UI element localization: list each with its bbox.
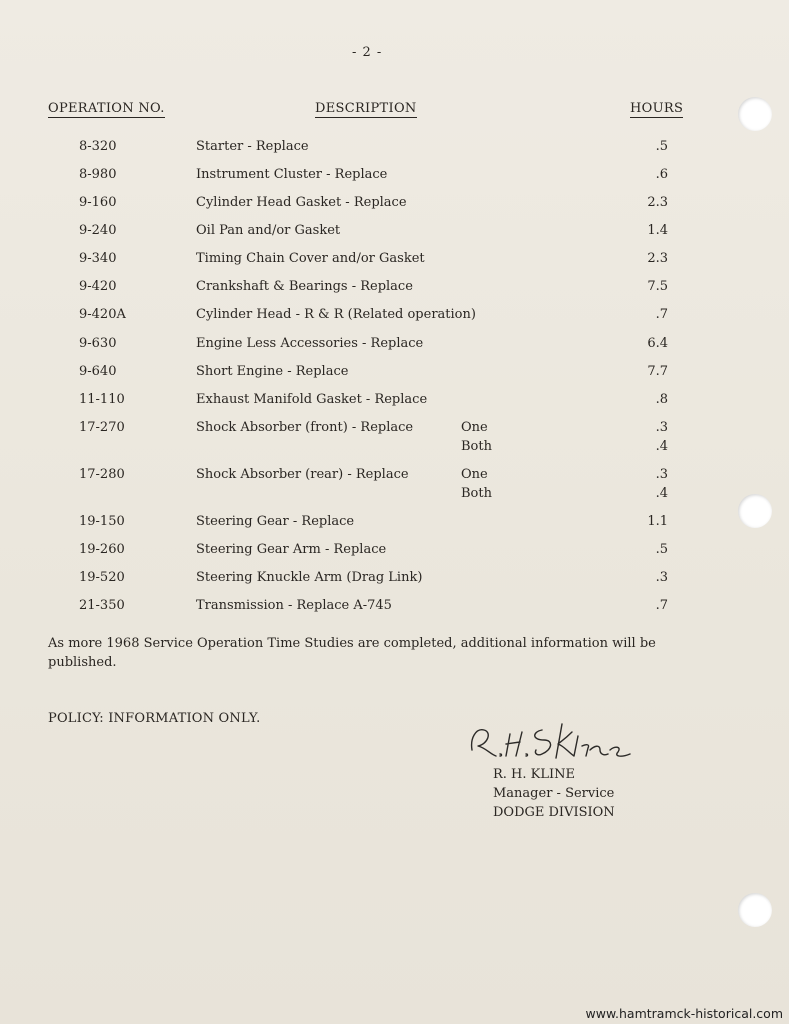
table-row xyxy=(0,570,789,590)
binder-hole-top xyxy=(738,97,772,131)
operation-number: 11-110 xyxy=(79,392,125,407)
policy-statement: POLICY: INFORMATION ONLY. xyxy=(48,711,261,726)
operation-description: Exhaust Manifold Gasket - Replace xyxy=(196,392,428,407)
operation-hours: 1.1 xyxy=(647,514,668,529)
header-hours: HOURS xyxy=(630,101,684,116)
operation-hours: .3 xyxy=(655,467,668,482)
operation-qualifier: One xyxy=(461,467,488,482)
operation-hours: 2.3 xyxy=(647,195,668,210)
operation-hours: .8 xyxy=(655,392,668,407)
operation-qualifier: One xyxy=(461,420,488,435)
operation-number: 19-260 xyxy=(79,542,125,557)
operation-hours: .7 xyxy=(655,598,668,613)
table-row xyxy=(0,439,789,459)
operation-description: Steering Knuckle Arm (Drag Link) xyxy=(196,570,423,585)
table-row xyxy=(0,542,789,562)
operation-description: Instrument Cluster - Replace xyxy=(196,167,388,182)
table-row xyxy=(0,336,789,356)
operation-number: 19-520 xyxy=(79,570,125,585)
signer-name: R. H. KLINE xyxy=(493,767,575,782)
operation-description: Shock Absorber (front) - Replace xyxy=(196,420,414,435)
operation-description: Shock Absorber (rear) - Replace xyxy=(196,467,409,482)
handwritten-signature xyxy=(462,710,632,766)
operation-number: 21-350 xyxy=(79,598,125,613)
operation-number: 9-160 xyxy=(79,195,117,210)
operation-hours: .5 xyxy=(655,139,668,154)
page-number: - 2 - xyxy=(352,45,383,60)
operation-hours: .3 xyxy=(655,570,668,585)
operation-qualifier: Both xyxy=(461,486,492,501)
operation-number: 19-150 xyxy=(79,514,125,529)
operation-number: 8-980 xyxy=(79,167,117,182)
operation-number: 17-270 xyxy=(79,420,125,435)
operation-description: Starter - Replace xyxy=(196,139,309,154)
table-row xyxy=(0,307,789,327)
table-row xyxy=(0,420,789,440)
operation-hours: .4 xyxy=(655,439,668,454)
operation-number: 9-240 xyxy=(79,223,117,238)
table-row xyxy=(0,251,789,271)
operation-number: 17-280 xyxy=(79,467,125,482)
table-row xyxy=(0,364,789,384)
table-row xyxy=(0,167,789,187)
binder-hole-bottom xyxy=(738,893,772,927)
operation-description: Transmission - Replace A-745 xyxy=(196,598,392,613)
operation-description: Cylinder Head Gasket - Replace xyxy=(196,195,407,210)
operation-number: 9-640 xyxy=(79,364,117,379)
operation-hours: .3 xyxy=(655,420,668,435)
publication-note: As more 1968 Service Operation Time Studies are completed, additional information will be published. xyxy=(48,636,656,670)
footer-url: www.hamtramck-historical.com xyxy=(585,1006,783,1021)
table-row xyxy=(0,279,789,299)
operation-number: 9-630 xyxy=(79,336,117,351)
table-row xyxy=(0,195,789,215)
operation-hours: 7.7 xyxy=(647,364,668,379)
table-row xyxy=(0,467,789,487)
operation-description: Cylinder Head - R & R (Related operation) xyxy=(196,307,476,322)
operation-hours: 7.5 xyxy=(647,279,668,294)
signer-division: DODGE DIVISION xyxy=(493,805,615,820)
header-description: DESCRIPTION xyxy=(315,101,417,116)
operation-hours: .5 xyxy=(655,542,668,557)
table-row xyxy=(0,139,789,159)
operation-qualifier: Both xyxy=(461,439,492,454)
operation-hours: 1.4 xyxy=(647,223,668,238)
operation-description: Steering Gear Arm - Replace xyxy=(196,542,387,557)
table-row xyxy=(0,514,789,534)
table-row xyxy=(0,598,789,618)
operation-description: Oil Pan and/or Gasket xyxy=(196,223,341,238)
operation-number: 8-320 xyxy=(79,139,117,154)
binder-hole-middle xyxy=(738,494,772,528)
signer-title: Manager - Service xyxy=(493,786,615,801)
table-row xyxy=(0,486,789,506)
operation-hours: .4 xyxy=(655,486,668,501)
operation-hours: .7 xyxy=(655,307,668,322)
operation-description: Timing Chain Cover and/or Gasket xyxy=(196,251,425,266)
operation-hours: .6 xyxy=(655,167,668,182)
table-row xyxy=(0,223,789,243)
operation-description: Crankshaft & Bearings - Replace xyxy=(196,279,413,294)
operation-description: Steering Gear - Replace xyxy=(196,514,355,529)
operation-number: 9-420 xyxy=(79,279,117,294)
operation-hours: 2.3 xyxy=(647,251,668,266)
operation-number: 9-340 xyxy=(79,251,117,266)
operation-description: Short Engine - Replace xyxy=(196,364,349,379)
table-row xyxy=(0,392,789,412)
operation-number: 9-420A xyxy=(79,307,126,322)
operation-description: Engine Less Accessories - Replace xyxy=(196,336,424,351)
header-operation-no: OPERATION NO. xyxy=(48,101,165,116)
operation-hours: 6.4 xyxy=(647,336,668,351)
